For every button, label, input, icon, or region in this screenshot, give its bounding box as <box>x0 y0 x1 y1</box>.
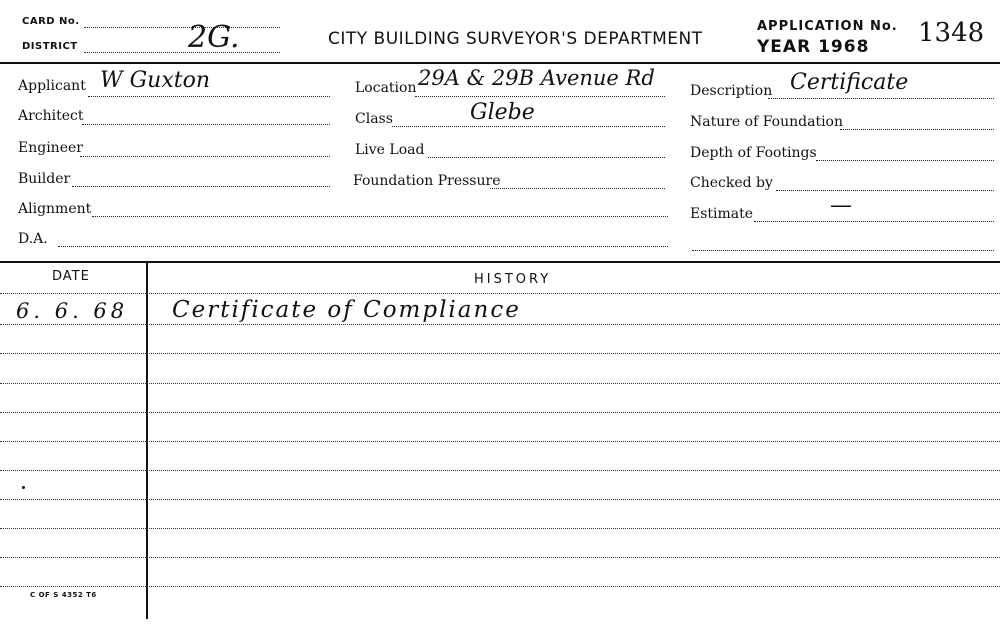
location-label: Location <box>355 80 417 96</box>
estimate-label: Estimate <box>690 206 754 222</box>
table-row-rule <box>0 586 1000 587</box>
class-line <box>392 126 665 127</box>
table-row-rule <box>0 441 1000 442</box>
architect-line <box>82 124 330 125</box>
estimate-line <box>754 221 994 222</box>
history-entry-date: 6. 6. 68 <box>16 299 129 323</box>
class-value: Glebe <box>470 100 535 125</box>
da-label: D.A. <box>18 231 48 247</box>
location-line <box>415 96 665 97</box>
applicant-value: W Guxton <box>100 68 211 93</box>
depth-of-footings-line <box>816 160 994 161</box>
district-label: DISTRICT <box>22 41 78 52</box>
checked-by-line <box>776 190 994 191</box>
live-load-line <box>428 157 665 158</box>
district-value: 2G. <box>188 20 240 55</box>
class-label: Class <box>355 111 393 127</box>
applicant-label: Applicant <box>18 78 86 94</box>
da-line <box>58 246 668 247</box>
extra-right-line <box>692 250 994 251</box>
description-value: Certificate <box>790 70 909 95</box>
header-divider <box>0 62 1000 64</box>
nature-of-foundation-label: Nature of Foundation <box>690 114 843 130</box>
table-row-rule <box>0 353 1000 354</box>
year-label: YEAR 1968 <box>757 37 870 57</box>
history-entry-text: Certificate of Compliance <box>172 297 521 323</box>
location-value: 29A & 29B Avenue Rd <box>418 66 655 90</box>
foundation-pressure-line <box>490 188 665 189</box>
alignment-label: Alignment <box>18 201 92 217</box>
date-header: DATE <box>52 269 90 284</box>
depth-of-footings-label: Depth of Footings <box>690 145 817 161</box>
foundation-pressure-label: Foundation Pressure <box>353 173 501 189</box>
application-no-label: APPLICATION No. <box>757 19 898 34</box>
table-row-rule <box>0 324 1000 325</box>
applicant-line <box>88 96 330 97</box>
engineer-label: Engineer <box>18 140 83 156</box>
nature-of-foundation-line <box>840 129 994 130</box>
district-line <box>84 52 280 53</box>
estimate-value: — <box>830 193 852 218</box>
table-row-rule <box>0 293 1000 294</box>
history-top-border <box>0 261 1000 263</box>
history-header: HISTORY <box>474 272 552 287</box>
table-row-rule <box>0 528 1000 529</box>
card-no-label: CARD No. <box>22 16 80 27</box>
table-row-rule <box>0 557 1000 558</box>
form-code: C OF S 4352 T6 <box>30 591 97 599</box>
builder-line <box>72 186 330 187</box>
card-no-line <box>84 27 280 28</box>
table-row-rule <box>0 412 1000 413</box>
checked-by-label: Checked by <box>690 175 773 191</box>
live-load-label: Live Load <box>355 142 425 158</box>
architect-label: Architect <box>18 108 84 124</box>
application-no-value: 1348 <box>918 18 985 48</box>
stray-dot <box>22 486 25 489</box>
table-row-rule <box>0 383 1000 384</box>
description-label: Description <box>690 83 773 99</box>
engineer-line <box>80 156 330 157</box>
table-row-rule <box>0 499 1000 500</box>
department-title: CITY BUILDING SURVEYOR'S DEPARTMENT <box>328 29 703 49</box>
alignment-line <box>92 216 668 217</box>
builder-label: Builder <box>18 171 71 187</box>
description-line <box>768 98 994 99</box>
table-row-rule <box>0 470 1000 471</box>
